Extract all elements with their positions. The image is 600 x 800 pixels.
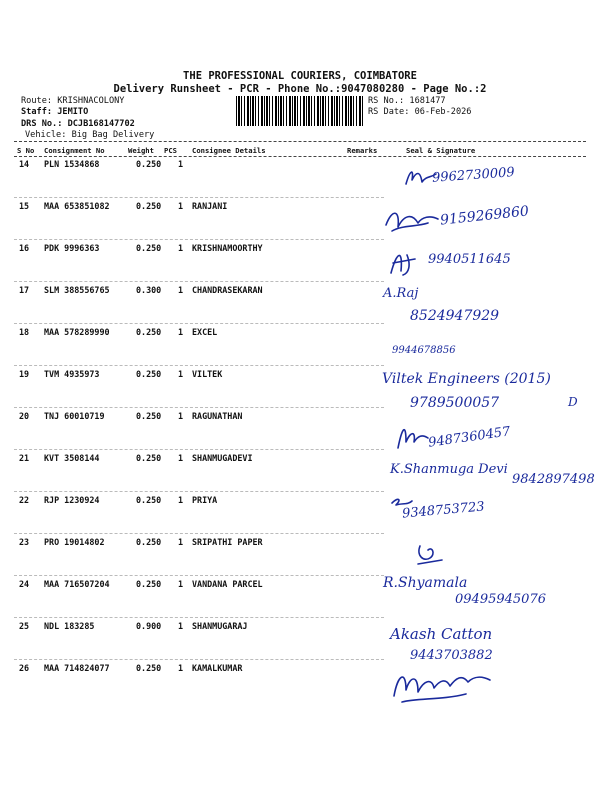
row-weight: 0.900 [136,621,162,631]
row-pcs: 1 [178,663,184,673]
handwriting-phone-14: 9962730009 [431,165,516,186]
row-weight: 0.250 [136,537,162,547]
handwriting-phone-20: 9487360457 [427,424,512,451]
row-pcs: 1 [178,411,184,421]
row-weight: 0.250 [136,411,162,421]
table-row [0,327,600,369]
rs-date: RS Date: 06-Feb-2026 [368,107,472,117]
row-consignee: SHANMUGADEVI [192,453,253,463]
row-pcs: 1 [178,621,184,631]
row-weight: 0.250 [136,495,162,505]
row-consignee: RANJANI [192,201,228,211]
row-consignment: SLM 388556765 [44,285,110,295]
handwriting-phone-16: 9940511645 [428,252,511,267]
col-consignee: Consignee Details [192,146,266,155]
row-divider [14,197,384,198]
row-consignee: VILTEK [192,369,223,379]
handwriting-phone-15: 9159269860 [439,203,530,229]
col-pcs: PCS [164,146,177,155]
row-pcs: 1 [178,495,184,505]
row-sno: 21 [19,453,30,463]
handwriting-name-17: A.Raj [383,286,419,301]
row-divider [14,365,384,366]
row-weight: 0.250 [136,369,162,379]
header-separator-top [14,141,586,142]
handwriting-name-24: R.Shyamala [383,575,468,591]
row-consignment: MAA 653851082 [44,201,110,211]
table-row [0,663,600,705]
handwriting-phone-17: 8524947929 [410,308,500,324]
row-consignment: TNJ 60010719 [44,411,105,421]
row-weight: 0.300 [136,285,162,295]
row-pcs: 1 [178,159,184,169]
row-weight: 0.250 [136,327,162,337]
row-consignment: PDK 9996363 [44,243,100,253]
runsheet-subtitle: Delivery Runsheet - PCR - Phone No.:9047080280 - Page No.:2 [113,83,487,95]
row-weight: 0.250 [136,663,162,673]
handwriting-name-19: Viltek Engineers (2015) [382,371,551,387]
signature-row-16 [385,245,425,279]
table-row [0,537,600,579]
table-row [0,285,600,327]
company-title: THE PROFESSIONAL COURIERS, COIMBATORE [183,70,417,82]
row-consignment: NDL 183285 [44,621,95,631]
rs-number: RS No.: 1681477 [368,96,446,106]
row-pcs: 1 [178,453,184,463]
row-sno: 15 [19,201,30,211]
col-remarks: Remarks [347,146,378,155]
row-consignment: MAA 716507204 [44,579,110,589]
row-divider [14,449,384,450]
row-sno: 16 [19,243,30,253]
handwriting-phone-19: 9789500057 [410,395,500,411]
signature-row-15 [382,205,442,239]
col-seal: Seal & Signature [406,146,476,155]
drs-label: DRS No.: DCJB168147702 [21,119,135,129]
row-consignment: MAA 714824077 [44,663,110,673]
row-weight: 0.250 [136,579,162,589]
row-weight: 0.250 [136,453,162,463]
row-sno: 24 [19,579,30,589]
row-consignment: PRO 19014802 [44,537,105,547]
row-consignment: RJP 1230924 [44,495,100,505]
row-sno: 22 [19,495,30,505]
row-consignment: PLN 1534868 [44,159,100,169]
row-consignment: MAA 578289990 [44,327,110,337]
route-label: Route: KRISHNACOLONY [21,96,125,106]
row-pcs: 1 [178,285,184,295]
col-sno: S No [17,146,35,155]
row-consignee: KAMALKUMAR [192,663,243,673]
header-separator-bottom [14,156,586,157]
row-consignee: SRIPATHI PAPER [192,537,263,547]
handwriting-suffix-19: D [568,395,578,409]
row-divider [14,617,384,618]
vehicle-label: Vehicle: Big Bag Delivery [25,130,155,140]
row-sno: 26 [19,663,30,673]
row-sno: 25 [19,621,30,631]
row-weight: 0.250 [136,201,162,211]
row-consignee: VANDANA PARCEL [192,579,263,589]
row-consignee: KRISHNAMOORTHY [192,243,263,253]
row-pcs: 1 [178,327,184,337]
handwriting-phone-21: 9842897498 [512,472,595,487]
row-consignee: EXCEL [192,327,218,337]
row-consignee: SHANMUGARAJ [192,621,248,631]
handwriting-name-25: Akash Catton [390,625,493,643]
row-weight: 0.250 [136,159,162,169]
col-weight: Weight [128,146,154,155]
row-pcs: 1 [178,201,184,211]
table-row [0,621,600,663]
signature-row-23 [412,540,446,570]
row-sno: 17 [19,285,30,295]
handwriting-phone-24: 09495945076 [455,592,546,607]
row-sno: 19 [19,369,30,379]
handwriting-name-21: K.Shanmuga Devi [390,462,508,477]
row-divider [14,323,384,324]
row-consignee: CHANDRASEKARAN [192,285,263,295]
handwriting-phone-18: 9944678856 [392,345,456,356]
table-row [0,453,600,495]
row-sno: 14 [19,159,30,169]
handwriting-phone-26: 9443703882 [410,648,493,663]
handwriting-phone-22: 9348753723 [401,499,486,522]
row-divider [14,491,384,492]
barcode [236,96,364,126]
row-divider [14,407,384,408]
row-sno: 23 [19,537,30,547]
row-divider [14,533,384,534]
row-pcs: 1 [178,243,184,253]
col-consignment: Consignment No [44,146,105,155]
row-divider [14,239,384,240]
row-consignee: PRIYA [192,495,218,505]
row-consignee: RAGUNATHAN [192,411,243,421]
row-weight: 0.250 [136,243,162,253]
table-row [0,495,600,537]
row-divider [14,281,384,282]
row-consignment: TVM 4935973 [44,369,100,379]
signature-row-20 [392,418,432,452]
row-sno: 18 [19,327,30,337]
signature-row-26 [388,662,500,708]
row-divider [14,575,384,576]
row-pcs: 1 [178,369,184,379]
row-consignment: KVT 3508144 [44,453,100,463]
row-pcs: 1 [178,537,184,547]
row-divider [14,659,384,660]
row-pcs: 1 [178,579,184,589]
staff-label: Staff: JEMITO [21,107,89,117]
row-sno: 20 [19,411,30,421]
